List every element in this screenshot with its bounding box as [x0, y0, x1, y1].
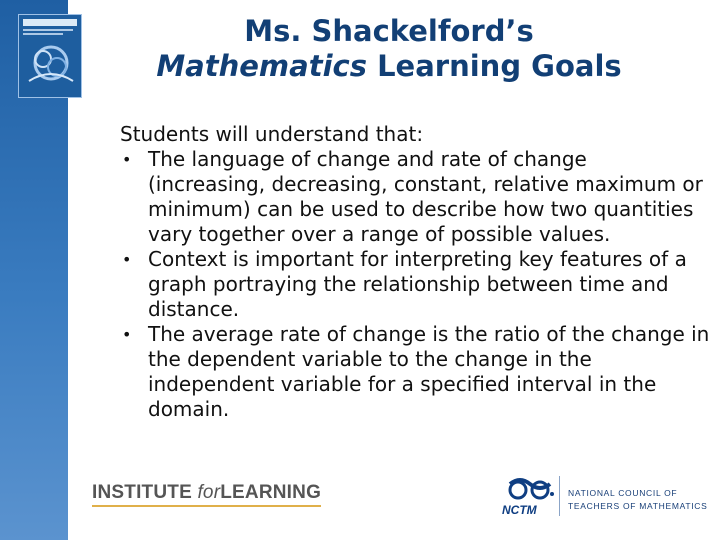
cover-line	[23, 29, 73, 31]
goal-bullet	[120, 322, 710, 422]
goal-bullet	[120, 147, 710, 247]
ifl-word-institute: INSTITUTE	[92, 482, 198, 503]
title-line-2	[80, 49, 698, 84]
goals-list	[120, 147, 710, 422]
ifl-word-learning: LEARNING	[220, 482, 322, 503]
bullet-icon: •	[122, 250, 132, 269]
intro-text: Students will understand that:	[120, 122, 424, 146]
cover-title-bar	[23, 19, 77, 26]
institute-for-learning-logo	[92, 482, 321, 504]
council-line-2: TEACHERS OF MATHEMATICS	[568, 501, 708, 511]
ifl-underline	[92, 505, 321, 507]
council-line-1: NATIONAL COUNCIL OF	[568, 488, 678, 498]
goal-text: Context is important for interpreting key features of a graph portraying the relationship between time and distance.	[148, 247, 687, 321]
book-cover-thumbnail	[18, 14, 82, 98]
nctm-abbreviation: NCTM	[502, 503, 537, 517]
ifl-word-for: for	[197, 482, 221, 503]
logo-divider	[559, 476, 560, 516]
cover-graphic-icon	[23, 37, 79, 93]
goal-text: The language of change and rate of change (increasing, decreasing, constant, relative maximum or minimum) can be used to describe how two quantities vary together over a range of possible values.	[148, 147, 703, 246]
bullet-icon: •	[122, 325, 132, 344]
title-italic-word: Mathematics	[156, 49, 367, 83]
slide-body	[120, 122, 710, 422]
goal-text: The average rate of change is the ratio of the change in the dependent variable to the change in the independent variable for a specified interval in the domain.	[148, 322, 710, 421]
title-line-1: Ms. Shackelford’s	[244, 14, 534, 48]
goal-bullet	[120, 247, 710, 322]
cover-line	[23, 33, 63, 35]
nctm-full-name	[568, 487, 708, 513]
bullet-icon: •	[122, 150, 132, 169]
title-rest: Learning Goals	[366, 49, 622, 83]
slide-title	[80, 14, 698, 84]
